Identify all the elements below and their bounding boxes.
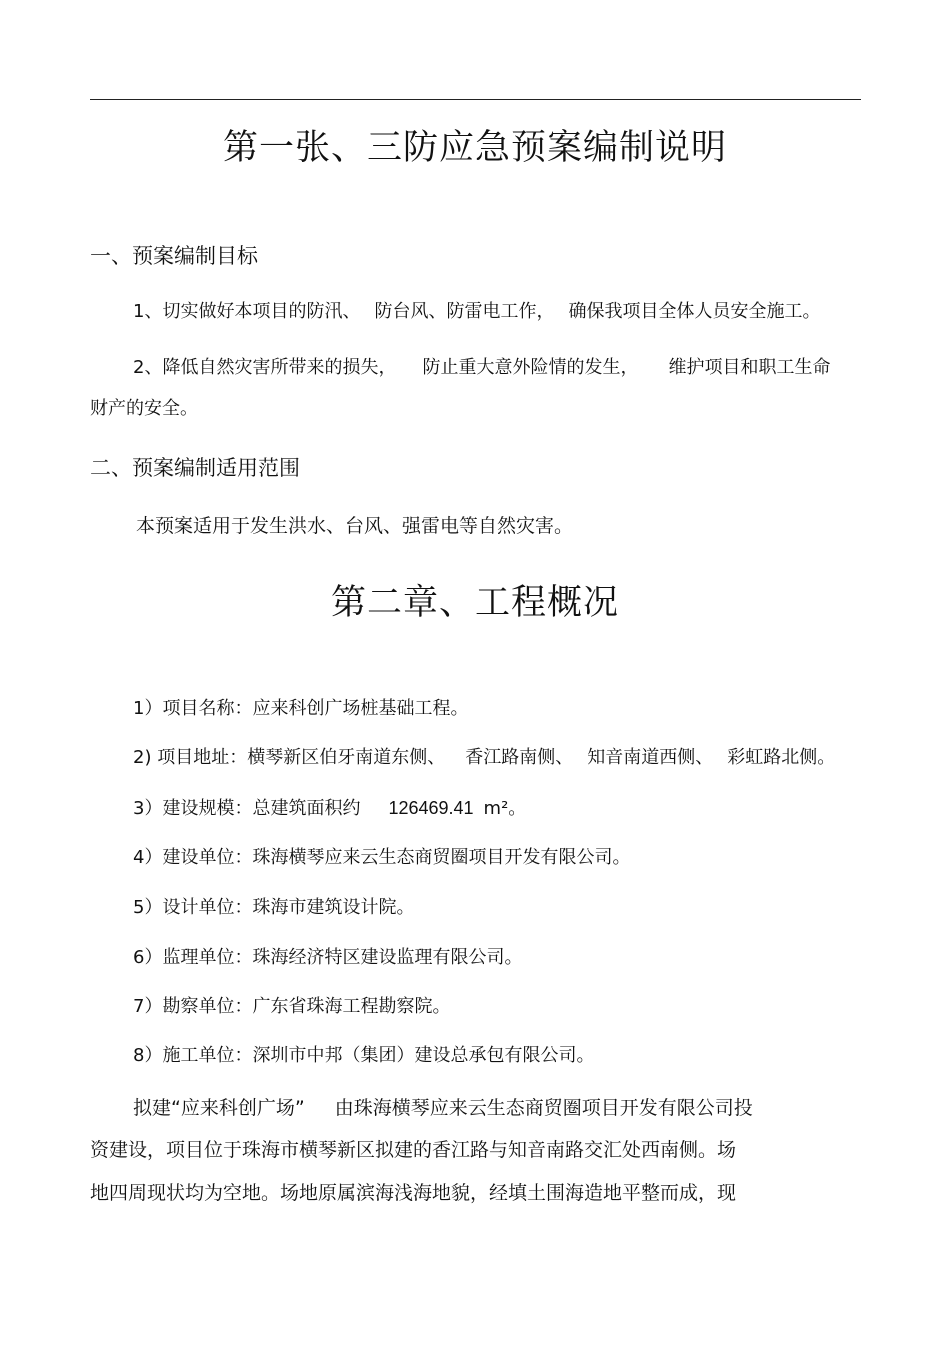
chapter2-title: 第二章、工程概况 (330, 583, 619, 623)
developer-item: 4）建设单位：珠海横琴应来云生态商贸圈项目开发有限公司。 (133, 847, 631, 868)
goal-item-2-part-b: 防止重大意外险情的发生， (422, 357, 639, 378)
goal-item-1-part-c: 确保我项目全体人员安全施工。 (568, 301, 821, 322)
goal-item-2-part-a: 2、降低自然灾害所带来的损失， (133, 357, 397, 378)
construction-scale-label: 3）建设规模：总建筑面积约 (133, 798, 361, 819)
goal-item-1-part-b: 防台风、防雷电工作， (374, 301, 555, 322)
scope-text: 本预案适用于发生洪水、台风、强雷电等自然灾害。 (136, 515, 574, 537)
construction-area-value: 126469.41 (388, 798, 474, 818)
description-line-1 (133, 1094, 753, 1122)
designer-item: 5）设计单位：珠海市建筑设计院。 (133, 897, 415, 918)
description-line-3: 地四周现状均为空地。场地原属滨海浅海地貌，经填土围海造地平整而成，现 (90, 1182, 737, 1204)
chapter1-title: 第一张、三防应急预案编制说明 (222, 128, 727, 168)
goal-item-2-continuation: 财产的安全。 (90, 398, 198, 419)
survey-item: 7）勘察单位：广东省珠海工程勘察院。 (133, 996, 451, 1017)
goal-item-1-part-a: 1、切实做好本项目的防汛、 (133, 301, 361, 322)
project-address-part-b: 香江路南侧、 (465, 747, 574, 768)
section2-heading: 二、预案编制适用范围 (90, 456, 300, 480)
description-line-1-part-a: 拟建“应来科创广场” (133, 1097, 305, 1119)
project-address-part-a: 2) 项目地址：横琴新区伯牙南道东侧、 (133, 747, 446, 768)
goal-item-1 (133, 299, 820, 325)
construction-scale-item (133, 795, 526, 822)
contractor-item: 8）施工单位：深圳市中邦（集团）建设总承包有限公司。 (133, 1045, 595, 1066)
project-address-item (133, 745, 835, 771)
section1-heading: 一、预案编制目标 (90, 244, 258, 268)
project-address-part-c: 知音南道西侧、 (587, 747, 714, 768)
header-rule (90, 99, 861, 100)
goal-item-2-part-c: 维护项目和职工生命 (668, 357, 831, 378)
supervisor-item: 6）监理单位：珠海经济特区建设监理有限公司。 (133, 947, 523, 968)
project-address-part-d: 彩虹路北侧。 (727, 747, 836, 768)
goal-item-2 (133, 355, 830, 381)
project-name-item: 1）项目名称：应来科创广场桩基础工程。 (133, 698, 469, 719)
description-line-2: 资建设，项目位于珠海市横琴新区拟建的香江路与知音南路交汇处西南侧。场 (90, 1139, 737, 1161)
description-line-1-part-b: 由珠海横琴应来云生态商贸圈项目开发有限公司投 (334, 1097, 753, 1119)
construction-area-unit: m²。 (483, 798, 527, 819)
